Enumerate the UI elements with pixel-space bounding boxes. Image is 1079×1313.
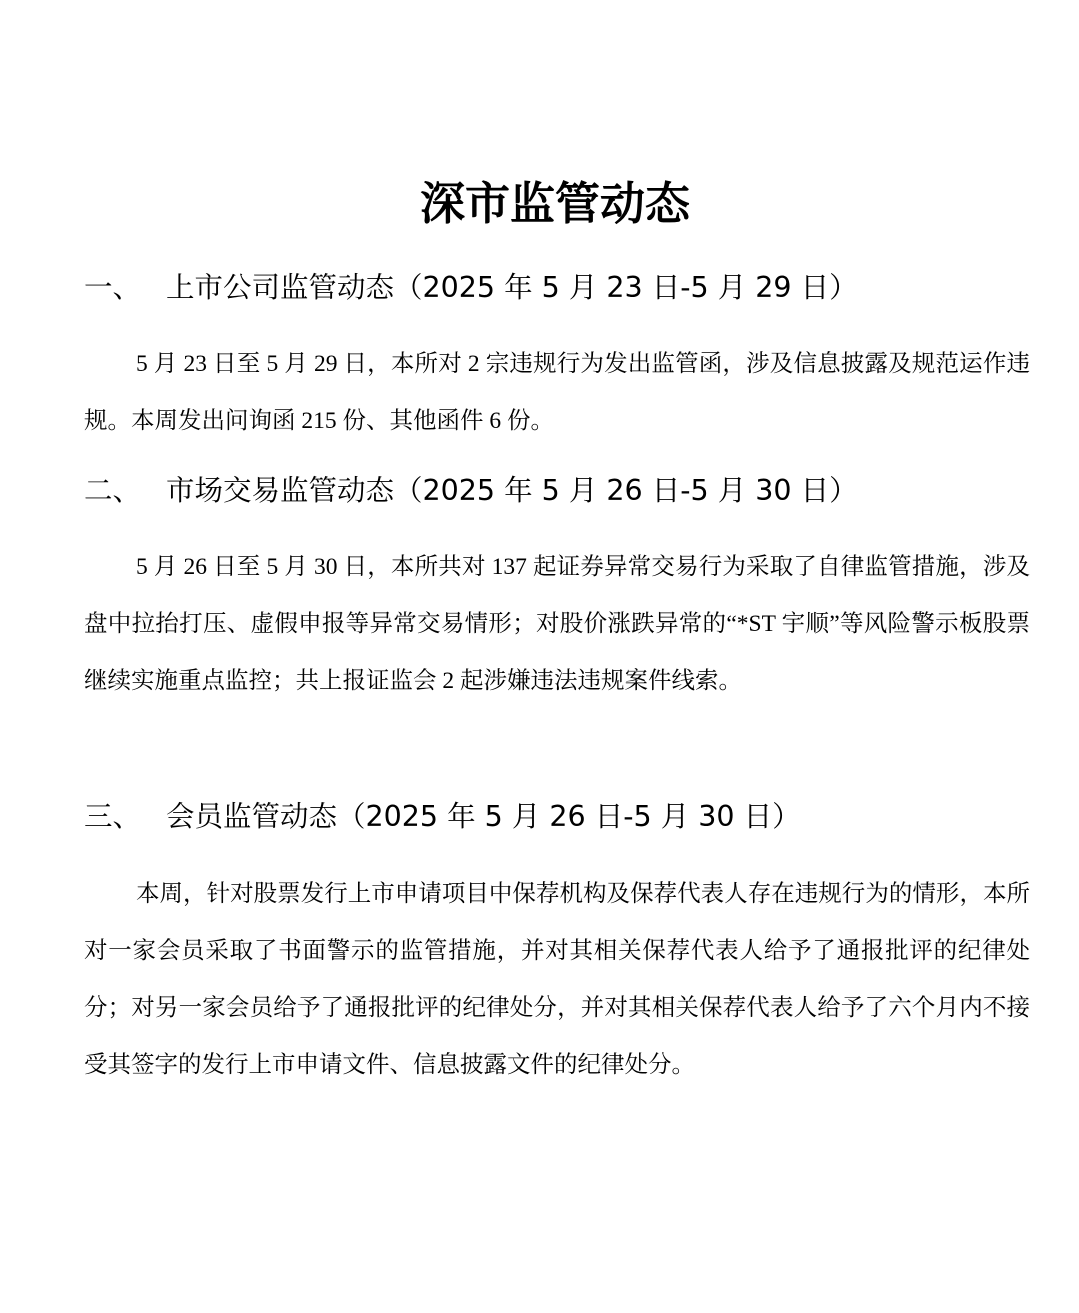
section-number: 一、 (84, 271, 142, 304)
section-number: 二、 (84, 474, 142, 507)
section-heading-2 (84, 471, 858, 511)
section-body-2: 5 月 26 日至 5 月 30 日，本所共对 137 起证券异常交易行为采取了自律监管措施，涉及盘中拉抬打压、虚假申报等异常交易情形；对股价涨跌异常的“*ST 宇顺”等风险警示板股票继续实施重点监控；共上报证监会 2 起涉嫌违法违规案件线索。 (84, 554, 1030, 694)
section-heading-3 (84, 797, 801, 837)
section-heading-text: 市场交易监管动态（2025 年 5 月 26 日-5 月 30 日） (166, 474, 858, 507)
section-number: 三、 (84, 800, 142, 833)
section-body-3: 本周，针对股票发行上市申请项目中保荐机构及保荐代表人存在违规行为的情形，本所对一家会员采取了书面警示的监管措施，并对其相关保荐代表人给予了通报批评的纪律处分；对另一家会员给予了通报批评的纪律处分，并对其相关保荐代表人给予了六个月内不接受其签字的发行上市申请文件、信息披露文件的纪律处分。 (84, 881, 1030, 1078)
document-title: 深市监管动态 (419, 177, 690, 230)
section-heading-text: 上市公司监管动态（2025 年 5 月 23 日-5 月 29 日） (166, 271, 858, 304)
section-heading-1 (84, 268, 858, 308)
section-body-1: 5 月 23 日至 5 月 29 日，本所对 2 宗违规行为发出监管函，涉及信息披露及规范运作违规。本周发出问询函 215 份、其他函件 6 份。 (84, 351, 1030, 434)
section-heading-text: 会员监管动态（2025 年 5 月 26 日-5 月 30 日） (166, 800, 801, 833)
